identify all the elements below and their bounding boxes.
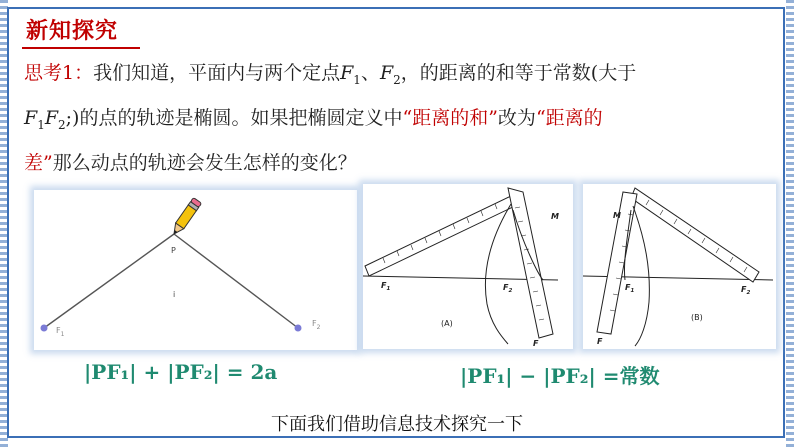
ruler-right-b <box>631 188 759 282</box>
figure-b-svg <box>583 184 776 349</box>
label-center: i <box>173 290 176 299</box>
line2-f2-sub: 2 <box>58 117 66 132</box>
line1-text-a: 我们知道，平面内与两个定点 <box>93 62 341 84</box>
thinking-label: 思考1： <box>24 62 94 84</box>
label-m-b: M <box>613 211 621 220</box>
focus-point-f2 <box>295 325 302 332</box>
label-f1-a: $F_1$ <box>381 281 391 292</box>
line3-text-b: 那么动点的轨迹会发生怎样的变化？ <box>52 151 357 174</box>
line3-text-a: 差” <box>24 151 53 174</box>
quote-diff: “距离的 <box>535 106 603 129</box>
line1-text-b: ，的距离的和等于常数(大于 <box>400 62 637 84</box>
label-f2: $F_2$ <box>312 319 321 331</box>
slide-title: 新知探究 <box>26 19 119 44</box>
quote-sum: “距离的和” <box>402 106 498 129</box>
label-f1-b: $F_1$ <box>625 283 635 294</box>
label-f2-a: $F_2$ <box>503 283 513 294</box>
caption-a: (A) <box>441 319 453 328</box>
pencil-icon <box>170 198 202 237</box>
caption-b: (B) <box>691 313 703 322</box>
line2-f1-sub: 1 <box>37 117 45 132</box>
line2-f1: F <box>24 106 38 129</box>
separator: 、 <box>360 62 380 84</box>
f1-symbol: F <box>340 62 354 84</box>
figure-hyperbola-b <box>583 184 776 349</box>
figure-hyperbola-a <box>363 184 573 349</box>
ruler-right-a <box>508 188 553 338</box>
line2-text-d: 改为 <box>497 106 536 129</box>
focus-point-f1 <box>41 325 48 332</box>
label-f1: $F_1$ <box>56 326 65 338</box>
title-underline <box>22 47 140 49</box>
figure-a-svg <box>363 184 573 349</box>
ruler-left-a <box>365 196 515 276</box>
f1-sub: 1 <box>353 72 361 87</box>
line2-text-c: ;)的点的轨迹是椭圆。如果把椭圆定义中 <box>65 106 403 129</box>
label-f-a: F <box>533 339 539 348</box>
footer-text: 下面我们借助信息技术探究一下 <box>271 414 523 435</box>
line2-f2: F <box>44 106 59 129</box>
f2-sub: 2 <box>393 72 401 87</box>
label-f-b: F <box>597 337 603 346</box>
right-decor-bar <box>786 0 794 447</box>
f2-symbol: F <box>379 62 394 84</box>
label-f2-b: $F_2$ <box>741 285 751 296</box>
formula-hyperbola: |PF₁| − |PF₂| =常数 <box>460 364 660 388</box>
figure-string-svg <box>34 190 357 350</box>
question-paragraph <box>24 54 774 182</box>
formula-ellipse: |PF₁| + |PF₂| = 2a <box>84 360 278 384</box>
label-m-a: M <box>551 212 559 221</box>
figure-string-construction <box>34 190 357 350</box>
label-p: P <box>171 246 176 255</box>
